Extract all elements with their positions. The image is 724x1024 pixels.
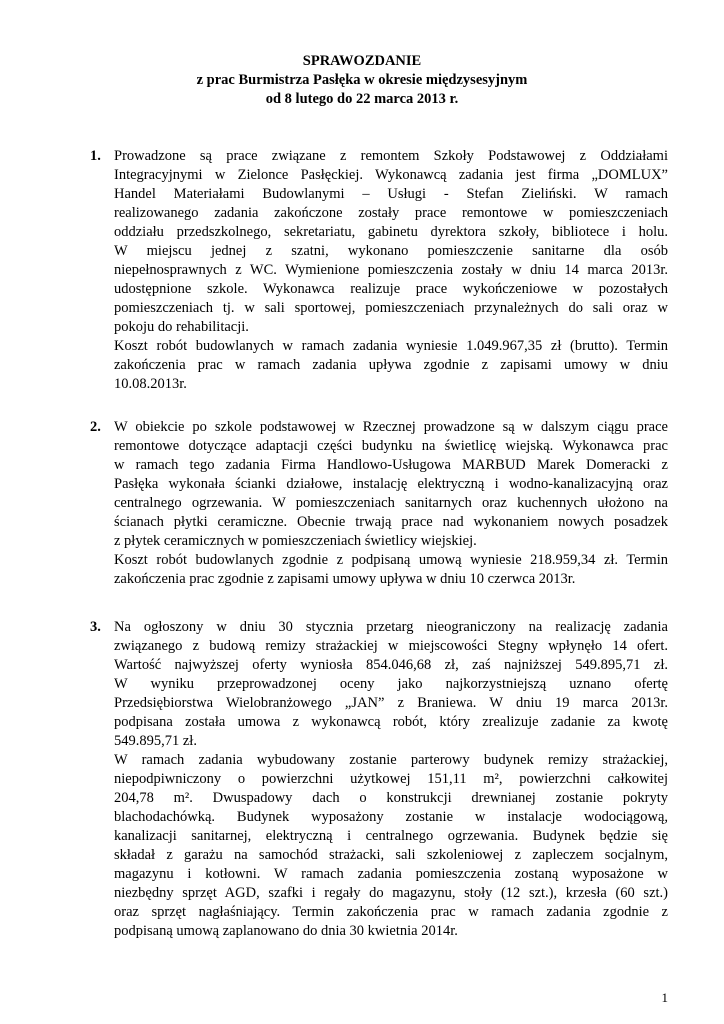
item-number: 1. — [90, 148, 101, 164]
paragraph-line: kanalizacji sanitarnej, elektryczną i centralnego ogrzewania. Budynek będzie się — [114, 828, 668, 844]
paragraph-line: realizowanego zadania zakończone zostały prace remontowe w pomieszczeniach — [114, 205, 668, 221]
paragraph-line: remontowe dotyczące adaptacji części budynku na świetlicę wiejską. Wykonawca prac — [114, 438, 668, 454]
title-line-1: SPRAWOZDANIE — [302, 53, 422, 69]
paragraph-line: blachodachówką. Budynek wyposażony zostanie w instalacje wodociągową, — [114, 809, 668, 825]
paragraph-line: w ramach tego zadania Firma Handlowo-Usługowa MARBUD Marek Domeracki z — [114, 457, 668, 473]
paragraph-line: Koszt robót budowlanych w ramach zadania wyniesie 1.049.967,35 zł (brutto). Termin — [114, 338, 668, 354]
paragraph-line: W wyniku przeprowadzonej oceny jako najkorzystniejszą uznano ofertę — [114, 676, 668, 692]
paragraph-line: Koszt robót budowlanych zgodnie z podpisaną umową wyniesie 218.959,34 zł. Termin — [114, 552, 668, 568]
paragraph-line: oraz sprzęt nagłaśniający. Termin zakończenia prac w ramach zadania zgodnie z — [114, 904, 668, 920]
item-body — [114, 147, 668, 394]
paragraph-line: niepodpiwniczony o powierzchni użytkowej 151,11 m², powierzchni całkowitej — [114, 771, 668, 787]
item-body — [114, 618, 668, 941]
title-line-2: z prac Burmistrza Pasłęka w okresie międzysesyjnym — [196, 72, 528, 88]
paragraph-line: Prowadzone są prace związane z remontem Szkoły Podstawowej z Oddziałami — [114, 148, 668, 164]
paragraph-line: magazynu i kotłowni. W ramach zadania pomieszczenia zostaną wyposażone w — [114, 866, 668, 882]
item-body — [114, 418, 668, 589]
paragraph-line: oddziału przedszkolnego, sekretariatu, gabinetu dyrektora szkoły, bibliotece i holu. — [114, 224, 668, 240]
paragraph-line: centralnego ogrzewania. W pomieszczeniach sanitarnych oraz kuchennych ułożono na — [114, 495, 668, 511]
paragraph-line: Na ogłoszony w dniu 30 stycznia przetarg nieograniczony na realizację zadania — [114, 619, 668, 635]
paragraph-line: W obiekcie po szkole podstawowej w Rzecznej prowadzone są w dalszym ciągu prace — [114, 419, 668, 435]
paragraph-line: 549.895,71 zł. — [114, 733, 197, 749]
paragraph-line: składał z garażu na samochód strażacki, sali szkoleniowej z zapleczem socjalnym, — [114, 847, 668, 863]
paragraph-line: zakończenia prac zgodnie z zapisami umowy upływa w dniu 10 czerwca 2013r. — [114, 571, 576, 587]
paragraph-line: związanego z budową remizy strażackiej w miejscowości Stegny wpłynęło 14 ofert. — [114, 638, 668, 654]
paragraph-line: Pasłęka wykonała ścianki działowe, instalację elektryczną i wodno-kanalizacyjną oraz — [114, 476, 668, 492]
title-line-3: od 8 lutego do 22 marca 2013 r. — [265, 91, 459, 107]
paragraph-line: ścianach płytki ceramiczne. Obecnie trwają prace nad wykonaniem nowych posadzek — [114, 514, 668, 530]
paragraph-line: podpisaną umową zaplanowano do dnia 30 kwietnia 2014r. — [114, 923, 458, 939]
page-number: 1 — [661, 990, 668, 1005]
paragraph-line: 204,78 m². Dwuspadowy dach o konstrukcji drewnianej zostanie pokryty — [114, 790, 668, 806]
paragraph-line: podpisana została umowa z wykonawcą robót, który zrealizuje zadanie za kwotę — [114, 714, 668, 730]
paragraph-line: pokoju do rehabilitacji. — [114, 319, 249, 335]
paragraph-line: z płytek ceramicznych w pomieszczeniach świetlicy wiejskiej. — [114, 533, 477, 549]
item-number: 2. — [90, 419, 101, 435]
paragraph-line: 10.08.2013r. — [114, 376, 187, 392]
paragraph-line: W ramach zadania wybudowany zostanie parterowy budynek remizy strażackiej, — [114, 752, 668, 768]
paragraph-line: Przedsiębiorstwa Wielobranżowego „JAN” z Braniewa. W dniu 19 marca 2013r. — [114, 695, 668, 711]
document-title — [0, 52, 724, 109]
paragraph-line: niepełnosprawnych z WC. Wymienione pomieszczenia zostały w dniu 14 marca 2013r. — [114, 262, 668, 278]
paragraph-line: Wartość najwyższej oferty wyniosła 854.046,68 zł, zaś najniższej 549.895,71 zł. — [114, 657, 668, 673]
paragraph-line: W miejscu jednej z szatni, wykonano pomieszczenie sanitarne dla osób — [114, 243, 668, 259]
item-number: 3. — [90, 619, 101, 635]
paragraph-line: udostępnione szkole. Wykonawca realizuje prace wykończeniowe w pozostałych — [114, 281, 668, 297]
paragraph-line: zakończenia prac w ramach zadania upływa zgodnie z zapisami umowy w dniu — [114, 357, 668, 373]
paragraph-line: niezbędny sprzęt AGD, szafki i regały do magazynu, stoły (12 szt.), krzesła (60 szt.) — [114, 885, 668, 901]
paragraph-line: Handel Materiałami Budowlanymi – Usługi - Stefan Zieliński. W ramach — [114, 186, 668, 202]
paragraph-line: pomieszczeniach tj. w sali sportowej, pomieszczeniach przynależnych do sali oraz w — [114, 300, 668, 316]
paragraph-line: Integracyjnymi w Zielonce Pasłęckiej. Wykonawcą zadania jest firma „DOMLUX” — [114, 167, 668, 183]
